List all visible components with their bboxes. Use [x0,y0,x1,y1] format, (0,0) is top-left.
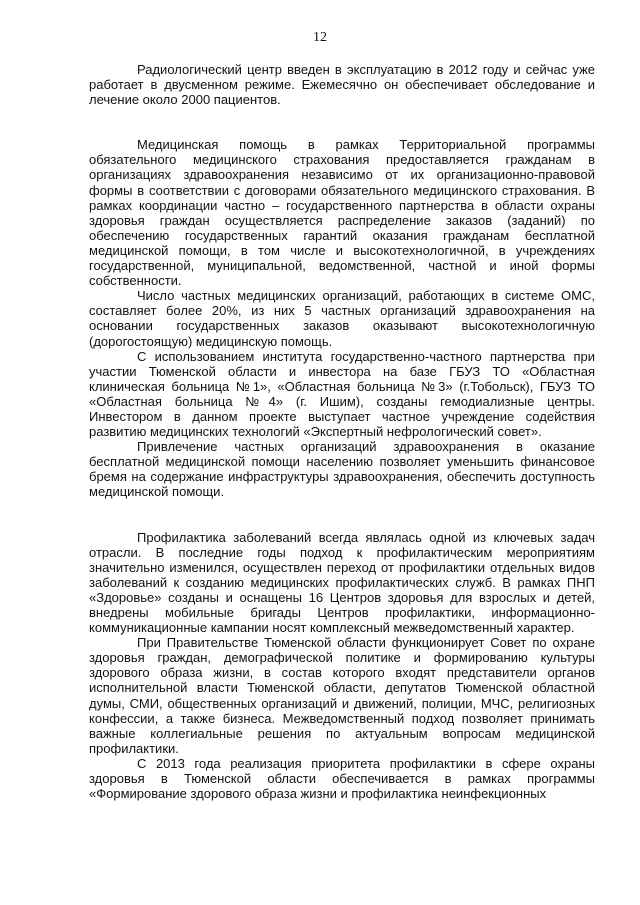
paragraph-prevention-program: С 2013 года реализация приоритета профилактики в сфере охраны здоровья в Тюменской области обеспечивается в рамках программы «Формирование здорового образа жизни и профилактика неинфекционных [89,755,595,802]
paragraph-oms-medical-care: Медицинская помощь в рамках Территориальной программы обязательного медицинского страхования предоставляется гражданам в организациях здравоохранения независимо от их организационно-правовой формы в соответствии с договорами обязательного медицинского страхования. В рамках координации частно – государственного партнерства в области охраны здоровья граждан осуществляется распределение заказов (заданий) по обеспечению государственных гарантий оказания гражданам бесплатной медицинской помощи, в том числе и высокотехнологичной, в учреждениях государственной, муниципальной, ведомственной, частной и иной формы собственности. [89,137,595,289]
paragraph-radiology-center: Радиологический центр введен в эксплуатацию в 2012 году и сейчас уже работает в двусменном режиме. Ежемесячно он обеспечивает обследование и лечение около 2000 пациентов. [89,62,595,108]
paragraph-disease-prevention: Профилактика заболеваний всегда являлась одной из ключевых задач отрасли. В последние годы подход к профилактическим мероприятиям значительно изменился, осуществлен переход от профилактики отдельных видов заболеваний к созданию медицинских профилактических служб. В рамках ПНП «Здоровье» созданы и оснащены 16 Центров здоровья для взрослых и детей, внедрены мобильные бригады Центров профилактики, информационно-коммуникационные кампании носят комплексный межведомственный характер. [89,529,595,636]
paragraph-hemodialysis-centers: С использованием института государственно-частного партнерства при участии Тюменской области и инвестора на базе ГБУЗ ТО «Областная клиническая больница №1», «Областная больница №3» (г.Тобольск), ГБУЗ ТО «Областная больница №4» (г. Ишим), созданы гемодиализные центры. Инвестором в данном проекте выступает частное учреждение содействия развитию медицинских технологий «Экспертный нефрологический совет». [89,348,595,440]
paragraph-private-involvement: Привлечение частных организаций здравоохранения в оказание бесплатной медицинской помощи населению позволяет уменьшить финансовое бремя на содержание инфраструктуры здравоохранения, обеспечить доступность медицинской помощи. [89,439,595,500]
paragraph-health-council: При Правительстве Тюменской области функционирует Совет по охране здоровья граждан, демографической политике и формированию культуры здорового образа жизни, в состав которого входят представители органов исполнительной власти Тюменской области, депутатов Тюменской областной думы, СМИ, общественных организаций и движений, полиции, МЧС, религиозных конфессии, а также бизнеса. Межведомственный подход позволяет принимать важные коллегиальные решения по актуальным вопросам медицинской профилактики. [89,635,595,756]
page-number: 12 [313,30,327,45]
paragraph-private-organizations: Число частных медицинских организаций, работающих в системе ОМС, составляет более 20%, из них 5 частных организаций здравоохранения на основании государственных заказов оказывают высокотехнологичную (дорогостоящую) медицинскую помощь. [89,288,595,349]
document-body [89,62,595,801]
